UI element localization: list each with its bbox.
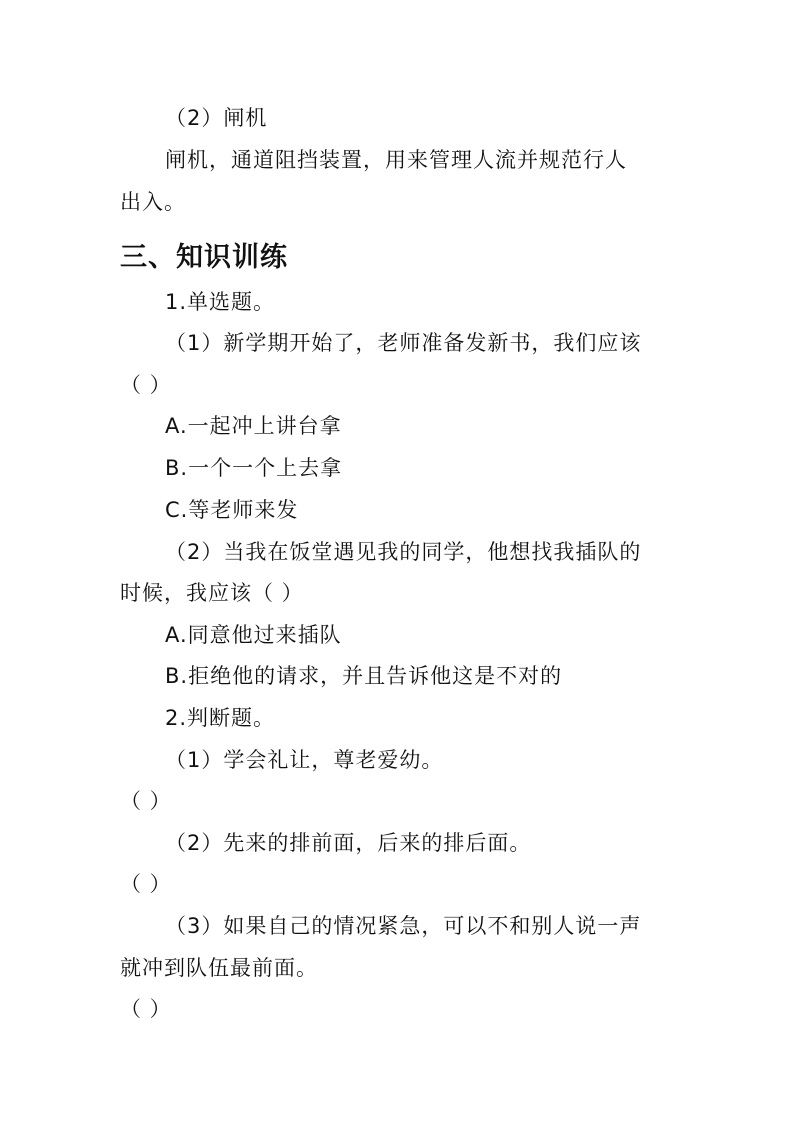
question-stem: 就冲到队伍最前面。 [120,956,318,980]
question-stem: （2）当我在饭堂遇见我的同学，他想找我插队的 [165,540,642,564]
question-stem: （3）如果自己的情况紧急，可以不和别人说一声 [165,914,642,938]
option-b: B.拒绝他的请求，并且告诉他这是不对的 [165,664,563,688]
answer-blank: （ ） [120,872,172,896]
option-a: A.同意他过来插队 [165,623,342,647]
answer-blank: （ ） [120,997,172,1021]
question-stem: （2）先来的排前面，后来的排后面。 [165,831,532,855]
option-b: B.一个一个上去拿 [165,456,343,480]
question-title-true-false: 2.判断题。 [165,706,276,730]
question-stem: （1）新学期开始了，老师准备发新书，我们应该 [165,331,642,355]
answer-blank: （ ） [120,789,172,813]
option-a: A.一起冲上讲台拿 [165,414,342,438]
section-heading-knowledge-training: 三、知识训练 [120,242,288,273]
paragraph-line: 闸机，通道阻挡装置，用来管理人流并规范行人 [165,148,627,172]
subsection-heading-gate: （2）闸机 [165,106,268,130]
answer-blank: （ ） [120,373,172,397]
option-c: C.等老师来发 [165,498,299,522]
question-stem: （1）学会礼让，尊老爱幼。 [165,748,444,772]
question-title-single-choice: 1.单选题。 [165,290,276,314]
paragraph-line: 出入。 [120,190,186,214]
question-stem: 时候，我应该（ ） [120,581,304,605]
